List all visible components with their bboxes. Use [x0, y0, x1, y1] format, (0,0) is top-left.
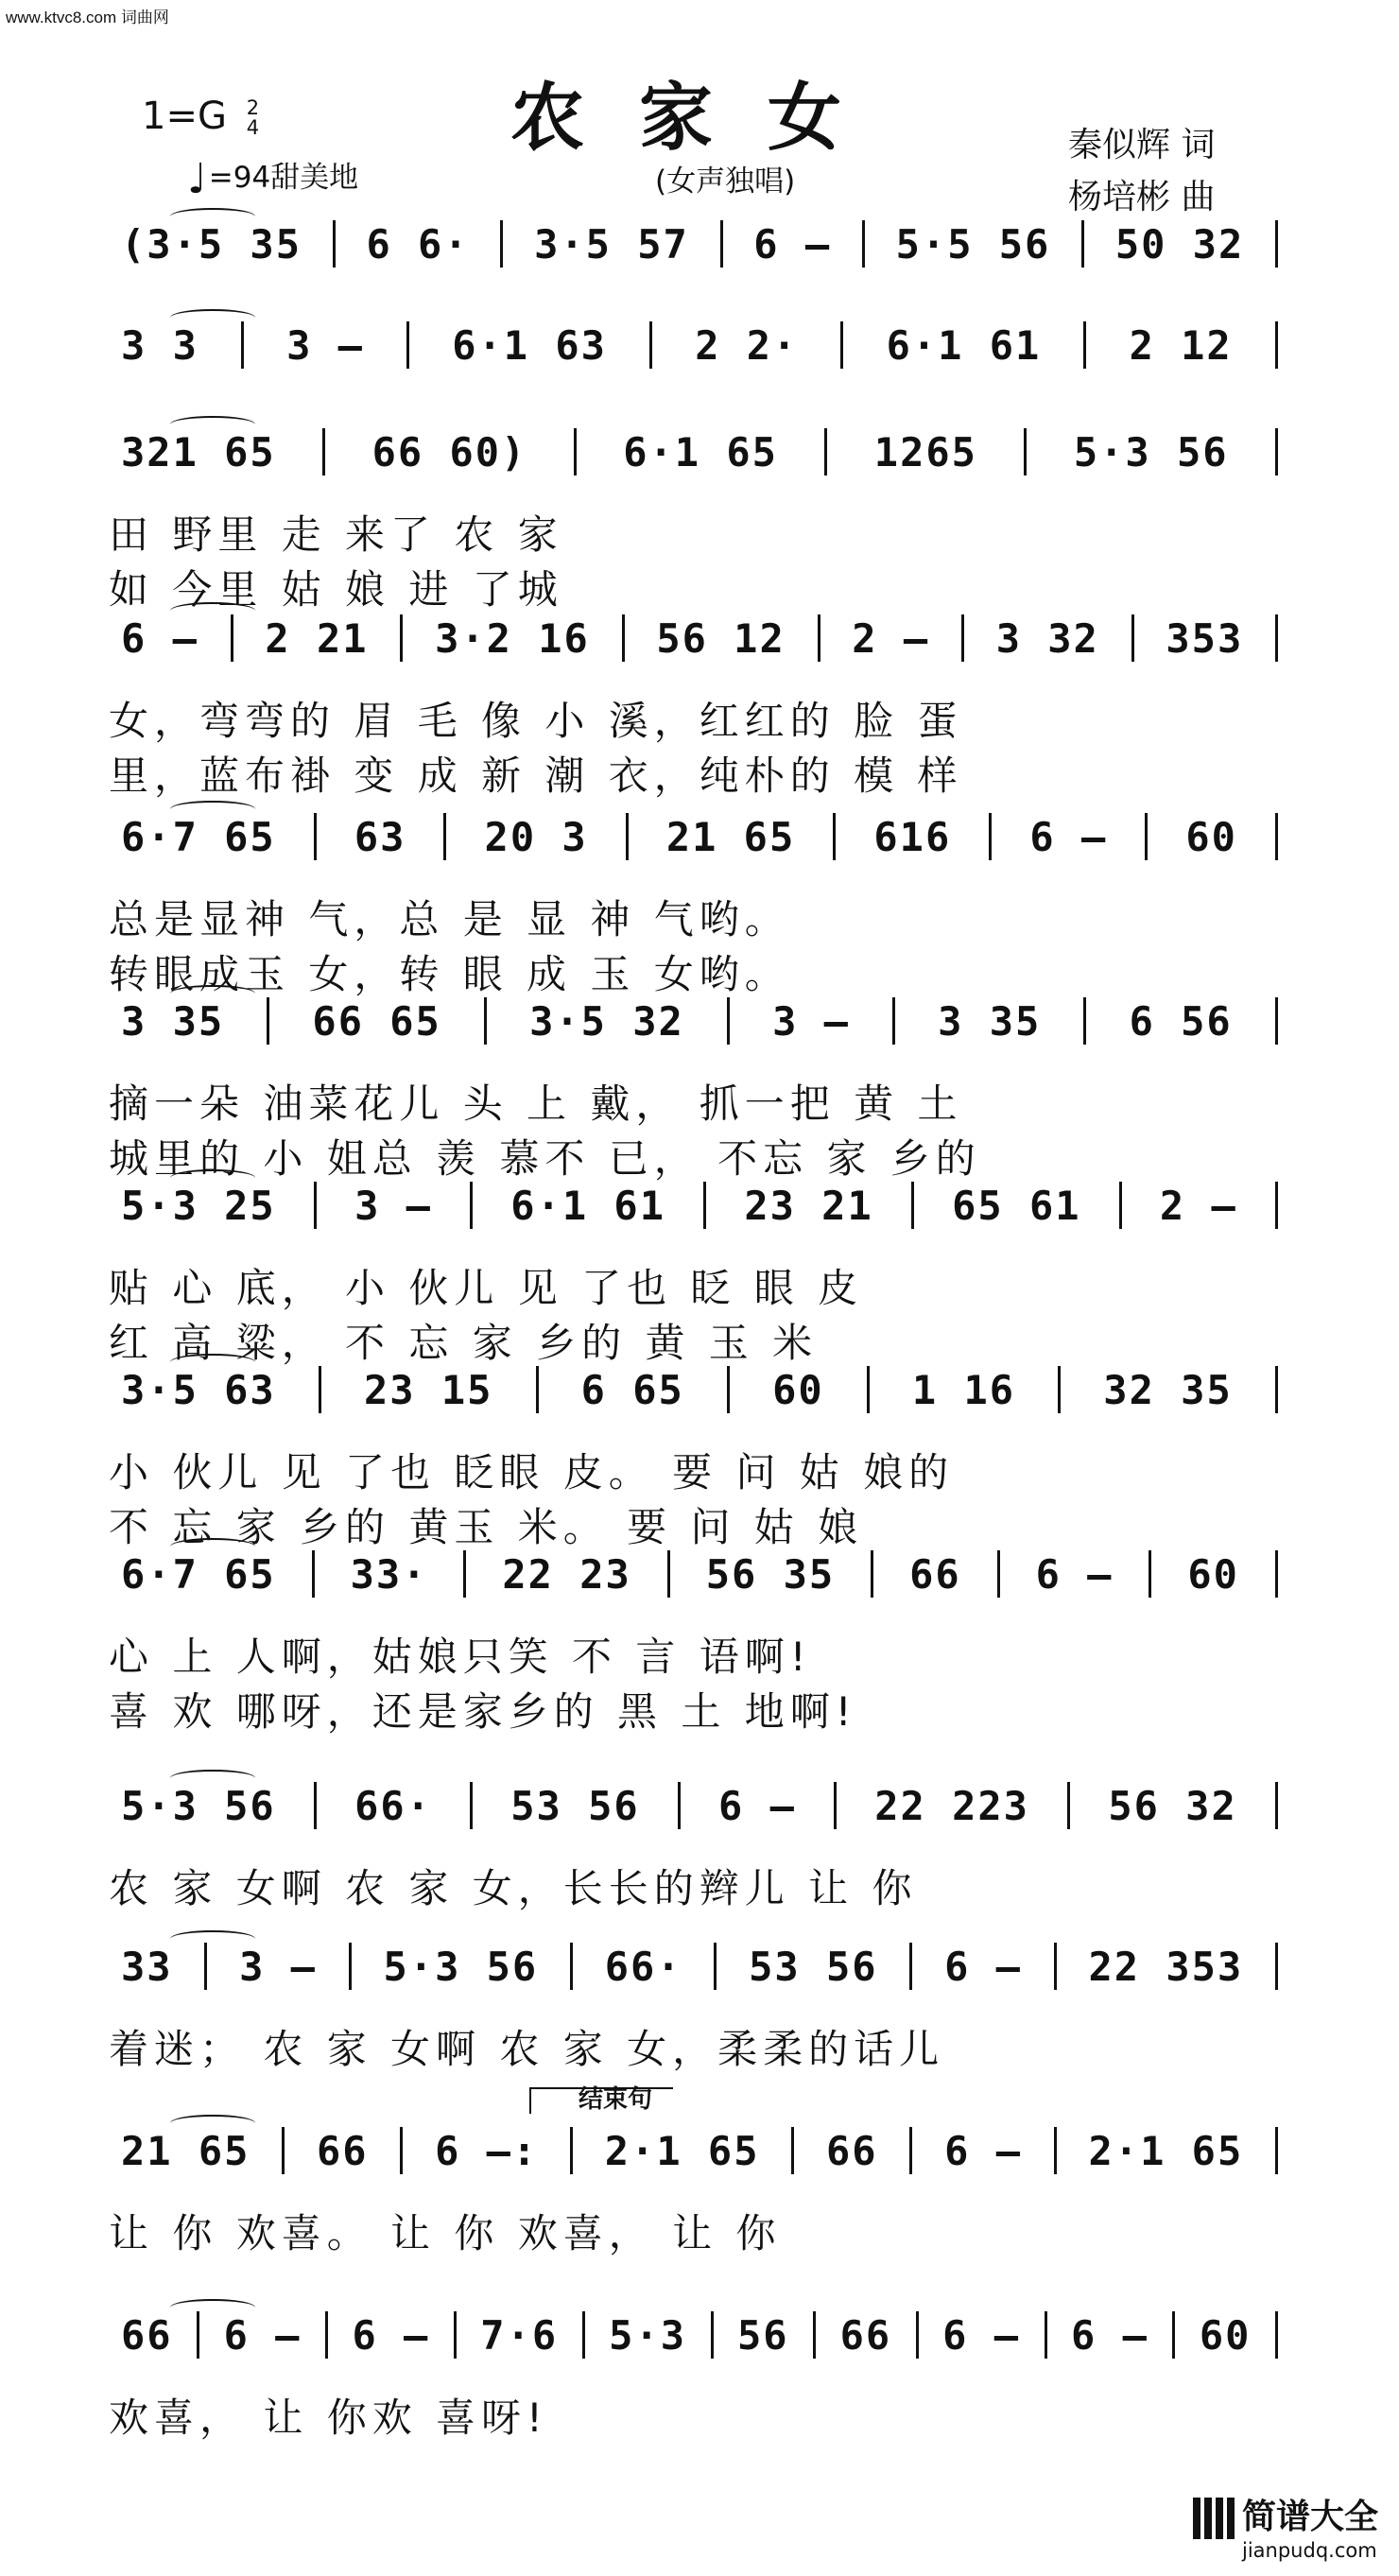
key-text: 1=G — [142, 95, 227, 138]
bar-line — [892, 997, 895, 1045]
measure: 6·1 61 — [886, 321, 1042, 369]
time-signature — [247, 98, 259, 138]
bar-line — [916, 2311, 919, 2359]
slur-mark — [170, 1538, 255, 1555]
bar-line — [322, 428, 325, 475]
lyric-line: 贴 心 底， 小 伙儿 见 了也 眨 眼 皮 — [109, 1265, 864, 1311]
measure: 63 — [354, 813, 406, 860]
notation-row — [121, 1938, 1278, 1995]
measure: 6 6· — [366, 220, 470, 268]
measure: 6 — — [944, 1943, 1022, 1990]
bar-line — [714, 1943, 717, 1990]
bar-line — [1067, 1782, 1070, 1829]
slur-mark — [170, 2115, 255, 2132]
bar-line — [536, 1366, 539, 1413]
bar-line — [727, 997, 730, 1045]
bar-line — [574, 428, 577, 475]
measure: 6·1 63 — [452, 321, 607, 369]
bar-line — [626, 813, 629, 860]
measure: 21 65 — [121, 2127, 250, 2174]
tempo-marking — [187, 153, 358, 203]
bar-line — [582, 2311, 585, 2359]
measure: 2 12 — [1129, 321, 1233, 369]
measure: 22 353 — [1088, 1943, 1244, 1990]
lyric-line: 小 伙儿 见 了也 眨眼 皮。 要 问 姑 娘的 — [109, 1449, 955, 1495]
measure: 6·7 65 — [121, 1550, 276, 1598]
measure: 5·5 56 — [895, 220, 1051, 268]
measure: 3 35 — [121, 997, 225, 1045]
measure: 3 32 — [995, 614, 1099, 662]
measure: 616 — [873, 813, 952, 860]
bar-line — [570, 2127, 573, 2174]
measure: 33· — [350, 1550, 428, 1598]
bar-line — [314, 1182, 317, 1229]
notation-row — [121, 424, 1278, 480]
bar-line — [241, 321, 244, 369]
measure: 3·2 16 — [435, 614, 590, 662]
bar-line — [871, 1550, 873, 1598]
bar-line — [463, 1550, 466, 1598]
bar-line — [1275, 1182, 1278, 1229]
key-signature — [142, 95, 259, 138]
bar-line — [791, 2127, 794, 2174]
bar-line — [314, 1782, 317, 1829]
bar-line — [312, 1550, 315, 1598]
lyric-line: 红 高 粱， 不 忘 家 乡的 黄 玉 米 — [109, 1320, 819, 1366]
bar-line — [703, 1182, 706, 1229]
measure: 60 — [1185, 813, 1237, 860]
measure: 66 — [826, 2127, 878, 2174]
measure: 6 — — [352, 2311, 430, 2359]
measure: 6 — — [223, 2311, 302, 2359]
measure: 60 — [1199, 2311, 1252, 2359]
bar-line — [813, 2311, 816, 2359]
notation-row — [121, 808, 1278, 865]
bar-line — [231, 614, 233, 662]
bar-line — [678, 1782, 681, 1829]
slur-mark — [170, 1930, 255, 1947]
lyric-line: 如 今里 姑 娘 进 了城 — [109, 566, 563, 613]
bar-line — [667, 1550, 670, 1598]
bar-line — [570, 1943, 573, 1990]
notation-row — [121, 1177, 1278, 1234]
measure: 1 16 — [911, 1366, 1016, 1413]
lyric-line: 着迷； 农 家 女啊 农 家 女，柔柔的话儿 — [109, 2026, 945, 2072]
time-sig-top: 2 — [246, 96, 260, 119]
bar-line — [319, 1366, 321, 1413]
bar-line — [1172, 2311, 1175, 2359]
bar-line — [1275, 1943, 1278, 1990]
lyric-line: 城里的 小 姐总 羡 慕不 已， 不忘 家 乡的 — [109, 1135, 981, 1182]
bar-line — [1045, 2311, 1047, 2359]
measure: 2 — — [852, 614, 930, 662]
measure: 5·3 — [609, 2311, 687, 2359]
measure: 6 — — [1035, 1550, 1114, 1598]
measure: 6 56 — [1129, 997, 1233, 1045]
measure: 33 — [121, 1943, 173, 1990]
measure: 5·3 56 — [121, 1782, 276, 1829]
bar-line — [325, 2311, 328, 2359]
bar-line — [267, 997, 269, 1045]
bar-line — [1149, 1550, 1151, 1598]
measure: 6·1 65 — [623, 428, 778, 475]
measure: 6 — — [121, 614, 199, 662]
measure: 23 15 — [363, 1366, 493, 1413]
bar-line — [197, 2311, 199, 2359]
notation-row — [121, 317, 1278, 373]
measure: 6 — — [942, 2311, 1021, 2359]
measure: 66· — [354, 1782, 432, 1829]
measure: 3 35 — [938, 997, 1042, 1045]
measure: 56 — [737, 2311, 789, 2359]
bar-line — [989, 813, 992, 860]
lyric-line: 农 家 女啊 农 家 女，长长的辫儿 让 你 — [109, 1865, 918, 1911]
measure: 32 35 — [1103, 1366, 1233, 1413]
bar-line — [720, 220, 723, 268]
bar-line — [349, 1943, 352, 1990]
lyric-line: 欢喜， 让 你欢 喜呀! — [109, 2394, 548, 2441]
bar-line — [1081, 220, 1084, 268]
measure: 60 — [772, 1366, 824, 1413]
bar-line — [1083, 997, 1086, 1045]
measure: 3·5 32 — [529, 997, 684, 1045]
bar-line — [484, 997, 487, 1045]
composer-credit: 杨培彬 曲 — [1068, 178, 1216, 216]
notation-row — [121, 2307, 1278, 2363]
bar-line — [1275, 2311, 1278, 2359]
bar-line — [314, 813, 317, 860]
measure: 53 56 — [510, 1782, 640, 1829]
bar-line — [333, 220, 336, 268]
bar-line — [1131, 614, 1134, 662]
measure: 66 — [909, 1550, 961, 1598]
measure: 6·7 65 — [121, 813, 276, 860]
measure: 6 — — [718, 1782, 796, 1829]
measure: 2 2· — [695, 321, 799, 369]
measure: 321 65 — [121, 428, 276, 475]
bar-line — [1275, 428, 1278, 475]
bar-line — [1054, 2127, 1057, 2174]
measure: 66 65 — [312, 997, 441, 1045]
measure: 2·1 65 — [604, 2127, 760, 2174]
bar-line — [1275, 1366, 1278, 1413]
measure: (3·5 35 — [121, 220, 302, 268]
bar-line — [1275, 614, 1278, 662]
lyric-line: 女，弯弯的 眉 毛 像 小 溪，红红的 脸 蛋 — [109, 698, 963, 744]
measure: 353 — [1166, 614, 1244, 662]
slur-mark — [170, 309, 255, 326]
bar-line — [727, 1366, 730, 1413]
bar-line — [909, 1943, 912, 1990]
measure: 66 — [839, 2311, 892, 2359]
measure: 6 65 — [580, 1366, 684, 1413]
measure: 6·1 61 — [510, 1182, 665, 1229]
logo-url: jianpudq.com — [1242, 2539, 1377, 2562]
bar-line — [400, 614, 403, 662]
bar-line — [867, 1366, 870, 1413]
bar-line — [1275, 220, 1278, 268]
measure: 66 60) — [371, 428, 527, 475]
slur-mark — [170, 1354, 255, 1371]
bar-line — [824, 428, 827, 475]
ending-label: 结束句 — [579, 2085, 653, 2114]
bar-line — [840, 321, 843, 369]
slur-mark — [170, 416, 255, 433]
measure: 56 12 — [656, 614, 786, 662]
measure: 2·1 65 — [1088, 2127, 1244, 2174]
lyricist-credit: 秦似辉 词 — [1068, 126, 1216, 164]
measure: 5·3 56 — [383, 1943, 539, 1990]
bar-line — [961, 614, 964, 662]
notation-row — [121, 216, 1278, 272]
measure: 3 — — [772, 997, 850, 1045]
bar-line — [470, 1782, 473, 1829]
measure: 56 32 — [1108, 1782, 1237, 1829]
measure: 50 32 — [1114, 220, 1245, 268]
measure: 2 — — [1159, 1182, 1237, 1229]
bar-line — [443, 813, 446, 860]
bar-line — [1275, 1782, 1278, 1829]
bar-line — [1275, 1550, 1278, 1598]
bar-line — [1054, 1943, 1057, 1990]
lyric-line: 田 野里 走 来了 农 家 — [109, 511, 563, 558]
bar-line — [400, 2127, 403, 2174]
bar-line — [649, 321, 652, 369]
bar-line — [204, 1943, 207, 1990]
slur-mark — [170, 1169, 255, 1186]
measure: 6 — — [1029, 813, 1108, 860]
logo-text: 简谱大全 — [1242, 2498, 1379, 2536]
measure: 1265 — [873, 428, 977, 475]
notation-row — [121, 1777, 1278, 1834]
subtitle: (女声独唱) — [655, 164, 796, 199]
measure: 6 —: — [435, 2127, 539, 2174]
measure: 66 — [316, 2127, 369, 2174]
measure: 6 — — [1071, 2311, 1149, 2359]
bar-line — [997, 1550, 1000, 1598]
bar-line — [862, 220, 865, 268]
notation-row — [121, 993, 1278, 1049]
measure: 3 3 — [121, 321, 199, 369]
quarter-note-icon: ♩ — [187, 155, 207, 203]
measure: 66 — [121, 2311, 173, 2359]
bar-line — [1119, 1182, 1122, 1229]
measure: 6 — — [944, 2127, 1022, 2174]
bar-line — [1145, 813, 1148, 860]
bar-line — [833, 813, 836, 860]
measure: 7·6 — [480, 2311, 559, 2359]
bar-line — [1275, 813, 1278, 860]
bar-line — [1275, 321, 1278, 369]
measure: 60 — [1187, 1550, 1239, 1598]
measure: 65 61 — [952, 1182, 1081, 1229]
bar-line — [622, 614, 625, 662]
measure: 3 — — [239, 1943, 317, 1990]
bar-line — [909, 2127, 912, 2174]
lyric-line: 心 上 人啊，姑娘只笑 不 言 语啊! — [109, 1634, 812, 1680]
slur-mark — [170, 2299, 255, 2316]
bar-line — [1083, 321, 1086, 369]
slur-mark — [170, 801, 255, 818]
measure: 5·3 56 — [1073, 428, 1229, 475]
bar-line — [818, 614, 820, 662]
tempo-text: =94甜美地 — [208, 161, 359, 195]
measure: 56 35 — [705, 1550, 836, 1598]
notation-row — [121, 1546, 1278, 1602]
bar-line — [406, 321, 409, 369]
bar-line — [282, 2127, 285, 2174]
lyric-line: 转眼成玉 女，转 眼 成 玉 女哟。 — [109, 951, 790, 997]
slur-mark — [170, 602, 255, 619]
lyric-line: 摘一朵 油菜花儿 头 上 戴， 抓一把 黄 土 — [109, 1081, 963, 1127]
bar-line — [834, 1782, 837, 1829]
bar-line — [500, 220, 503, 268]
measure: 2 21 — [265, 614, 369, 662]
lyric-line: 里，蓝布褂 变 成 新 潮 衣，纯朴的 模 样 — [109, 752, 963, 799]
measure: 6 — — [753, 220, 832, 268]
bar-line — [470, 1182, 473, 1229]
ending-bracket — [529, 2087, 673, 2114]
piano-keys-icon — [1193, 2498, 1235, 2539]
measure: 3 — — [354, 1182, 432, 1229]
measure: 22 23 — [502, 1550, 631, 1598]
bar-line — [1058, 1366, 1061, 1413]
bar-line — [1275, 997, 1278, 1045]
lyric-line: 不 忘 家 乡的 黄玉 米。 要 问 姑 娘 — [109, 1504, 864, 1550]
notation-row — [121, 2122, 1278, 2179]
measure: 3·5 63 — [121, 1366, 276, 1413]
bar-line — [1024, 428, 1027, 475]
measure: 66· — [604, 1943, 682, 1990]
notation-row — [121, 610, 1278, 666]
lyric-line: 喜 欢 哪呀，还是家乡的 黑 土 地啊! — [109, 1688, 857, 1735]
measure: 22 223 — [874, 1782, 1029, 1829]
bar-line — [454, 2311, 457, 2359]
bar-line — [711, 2311, 714, 2359]
lyric-line: 让 你 欢喜。 让 你 欢喜， 让 你 — [109, 2210, 782, 2256]
measure: 20 3 — [484, 813, 588, 860]
slur-mark — [170, 985, 255, 1002]
song-title: 农家女 — [510, 75, 897, 161]
slur-mark — [170, 208, 255, 225]
measure: 3·5 57 — [534, 220, 689, 268]
slur-mark — [170, 1770, 255, 1787]
time-sig-bottom: 4 — [246, 116, 260, 139]
bar-line — [911, 1182, 914, 1229]
measure: 5·3 25 — [121, 1182, 276, 1229]
source-watermark: www.ktvc8.com 词曲网 — [6, 9, 169, 26]
notation-row — [121, 1361, 1278, 1418]
bar-line — [1275, 2127, 1278, 2174]
measure: 3 — — [286, 321, 364, 369]
site-logo — [1193, 2490, 1390, 2566]
measure: 23 21 — [744, 1182, 873, 1229]
measure: 21 65 — [665, 813, 796, 860]
lyric-line: 总是显神 气，总 是 显 神 气哟。 — [109, 896, 790, 942]
measure: 53 56 — [749, 1943, 878, 1990]
